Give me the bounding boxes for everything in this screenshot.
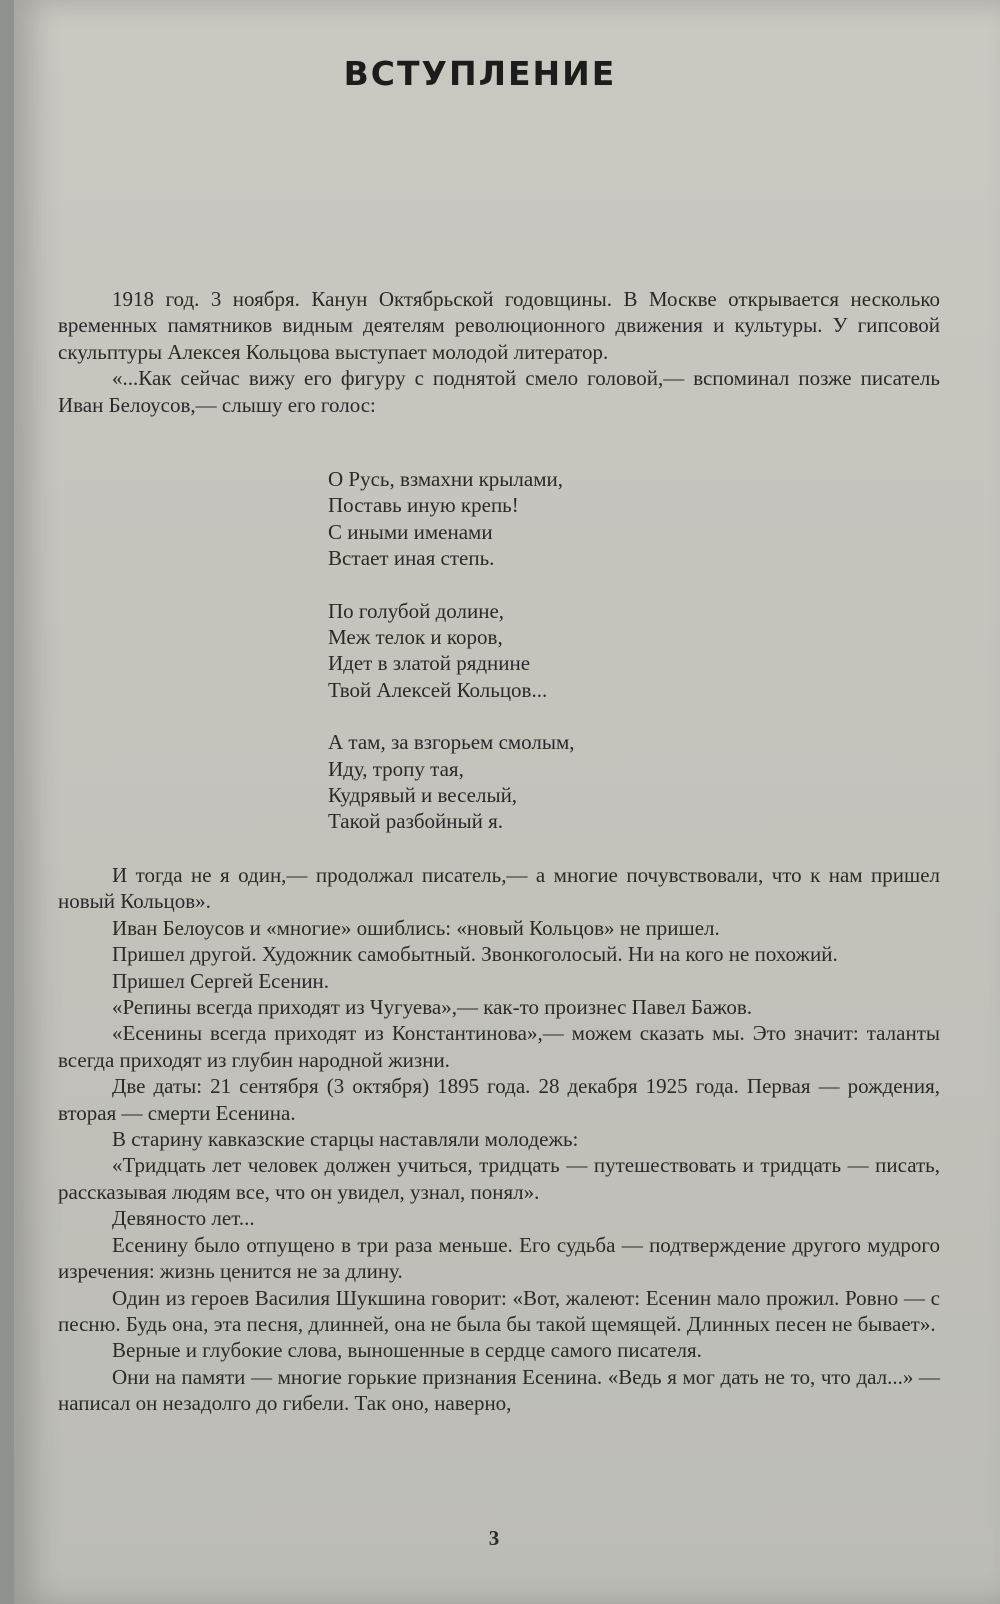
- paragraph: «Есенины всегда приходят из Константинова»,— можем сказать мы. Это значит: таланты всегда приходят из глубин народной жизни.: [58, 1021, 940, 1072]
- paragraph: Две даты: 21 сентября (3 октября) 1895 года. 28 декабря 1925 года. Первая — рождения, вторая — смерти Есенина.: [58, 1074, 940, 1125]
- paragraph: 1918 год. 3 ноября. Канун Октябрьской годовщины. В Москве открывается несколько временных памятников видным деятелям революционного движения и культуры. У гипсовой скульптуры Алексея Кольцова выступает молодой литератор.: [58, 287, 940, 364]
- poem-stanza: [328, 598, 575, 704]
- paragraph: Иван Белоусов и «многие» ошиблись: «новый Кольцов» не пришел.: [112, 915, 720, 940]
- poem-line: С иными именами: [328, 519, 493, 544]
- paragraph: Есенину было отпущено в три раза меньше. Его судьба — подтверждение другого мудрого изречения: жизнь ценится не за длину.: [58, 1232, 940, 1284]
- poem-stanza: [328, 466, 575, 572]
- poem-line: Твой Алексей Кольцов...: [328, 677, 548, 702]
- paragraph: «Тридцать лет человек должен учиться, тридцать — путешествовать и тридцать — писать, рассказывая людям все, что он увидел, узнал, понял».: [58, 1153, 940, 1204]
- paragraph: Один из героев Василия Шукшина говорит: «Вот, жалеют: Есенин мало прожил. Ровно — с песню. Будь она, эта песня, длинней, она не была бы такой щемящей. Длинных песен не бывает».: [58, 1285, 940, 1336]
- poem-line: А там, за взгорьем смолым,: [328, 730, 575, 755]
- page-number: 3: [488, 1526, 500, 1550]
- paragraph: В старину кавказские старцы наставляли молодежь:: [112, 1127, 579, 1152]
- body-text: [58, 862, 940, 1417]
- paragraph: И тогда не я один,— продолжал писатель,— а многие почувствовали, что к нам пришел новый Кольцов».: [58, 863, 940, 914]
- poem-line: Такой разбойный я.: [328, 809, 504, 834]
- poem-line: О Русь, взмахни крылами,: [328, 467, 563, 491]
- paragraph: «...Как сейчас вижу его фигуру с поднятой смело головой,— вспоминал позже писатель Иван Белоусов,— слышу его голос:: [58, 366, 940, 417]
- intro-text: [58, 286, 940, 418]
- poem-line: Кудрявый и веселый,: [328, 783, 518, 808]
- paragraph: Они на памяти — многие горькие признания Есенина. «Ведь я мог дать не то, что дал...» — написал он незадолго до гибели. Так оно, наверно,: [58, 1364, 940, 1416]
- paragraph: Девяносто лет...: [112, 1206, 255, 1231]
- paragraph: Верные и глубокие слова, выношенные в сердце самого писателя.: [112, 1338, 702, 1363]
- book-page: [14, 0, 1000, 1604]
- poem-line: Меж телок и коров,: [328, 625, 503, 650]
- paragraph: «Репины всегда приходят из Чугуева»,— как-то произнес Павел Бажов.: [112, 995, 753, 1020]
- poem-line: Встает иная степь.: [328, 546, 495, 571]
- poem-line: Поставь иную крепь!: [328, 493, 519, 518]
- chapter-title: ВСТУПЛЕНИЕ: [343, 54, 617, 93]
- poem-line: По голубой долине,: [328, 598, 505, 623]
- paragraph: Пришел другой. Художник самобытный. Звонкоголосый. Ни на кого не похожий.: [112, 942, 838, 967]
- poem: [328, 466, 575, 861]
- poem-stanza: [328, 729, 575, 835]
- poem-line: Иду, тропу тая,: [328, 756, 464, 781]
- paragraph: Пришел Сергей Есенин.: [112, 968, 330, 993]
- poem-line: Идет в златой ряднине: [328, 651, 531, 676]
